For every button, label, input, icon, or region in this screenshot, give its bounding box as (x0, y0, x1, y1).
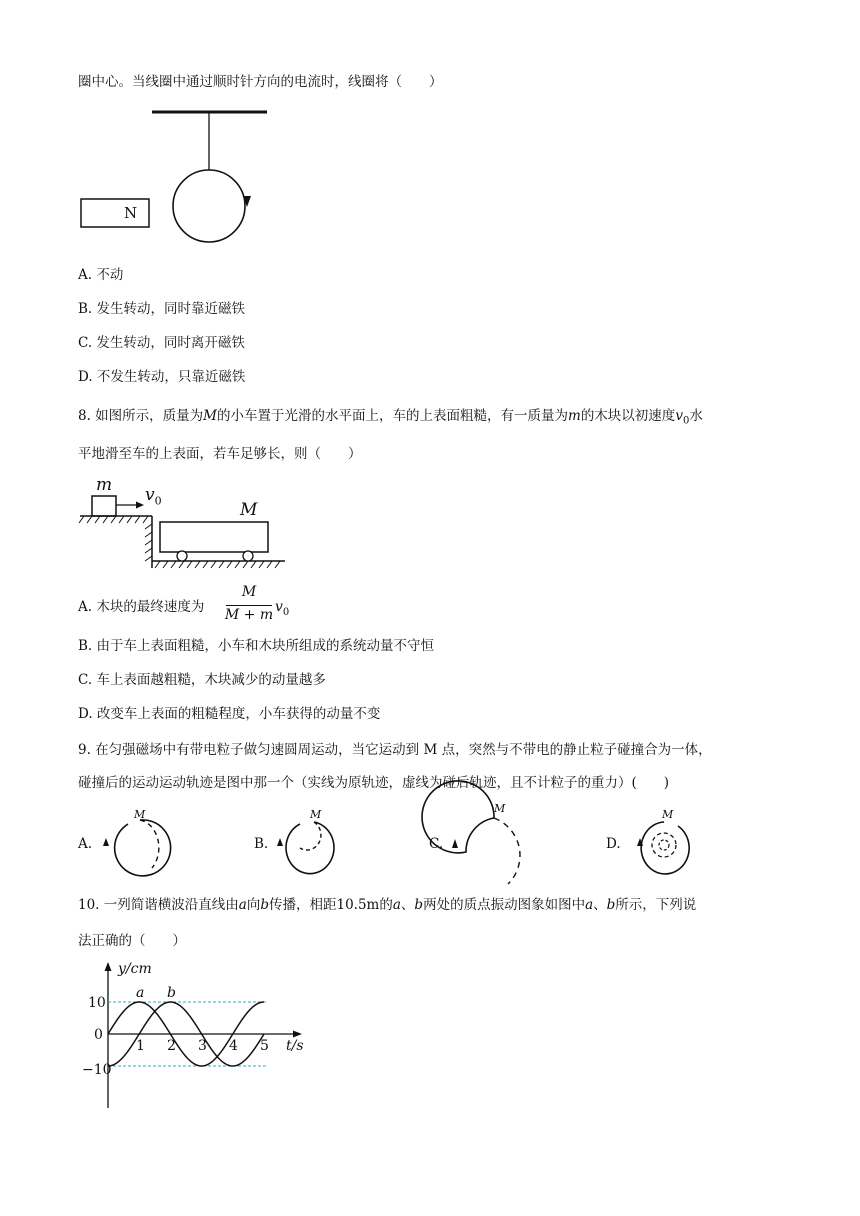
y-axis-arrow-icon (105, 962, 112, 971)
x-tick-2: 2 (167, 1038, 176, 1054)
q7-stem-tail: 圈中心。当线圈中通过顺时针方向的电流时，线圈将（ ） (78, 74, 443, 90)
q8-option-a[interactable]: A. 木块的最终速度为 (78, 599, 205, 615)
q8-line2: 平地滑至车的上表面，若车足够长，则（ ） (78, 446, 362, 462)
series-b-label: b (167, 985, 176, 1001)
q9-line1: 9. 在匀强磁场中有带电粒子做匀速圆周运动，当它运动到 M 点，突然与不带电的静止粒子碰撞合为一体， (78, 742, 712, 758)
y-axis-label: y/cm (118, 961, 152, 977)
fraction-numerator: M (241, 584, 257, 600)
x-tick-5: 5 (260, 1038, 269, 1054)
q10-line2: 法正确的（ ） (78, 933, 186, 949)
x-axis-label: t/s (286, 1038, 304, 1054)
point-m-label: M (494, 802, 506, 815)
magnet-n-label: N (124, 204, 138, 222)
fig-M-label: M (240, 500, 258, 520)
q7-option-d[interactable]: D. 不发生转动，只靠近磁铁 (78, 369, 246, 385)
q7-option-a[interactable]: A. 不动 (78, 267, 124, 283)
y-tick-10: 10 (88, 995, 106, 1011)
y-tick-minus10: −10 (82, 1062, 112, 1078)
q7-option-c[interactable]: C. 发生转动，同时离开磁铁 (78, 335, 245, 351)
x-tick-3: 3 (198, 1038, 207, 1054)
choice-d-label[interactable]: D. (606, 836, 621, 852)
x-tick-4: 4 (229, 1038, 238, 1054)
choice-b-label[interactable]: B. (254, 836, 269, 852)
q8-line1: 8. 如图所示，质量为M的小车置于光滑的水平面上，车的上表面粗糙，有一质量为m的木块以初速度$v_0$水 (78, 408, 703, 427)
q7-option-b[interactable]: B. 发生转动，同时靠近磁铁 (78, 301, 246, 317)
q8-option-d[interactable]: D. 改变车上表面的粗糙程度，小车获得的动量不变 (78, 706, 381, 722)
point-m-label: M (662, 808, 674, 821)
fraction-denominator: M + m (224, 607, 274, 623)
fig-m-label: m (96, 475, 113, 495)
series-a-label: a (136, 985, 145, 1001)
y-tick-0: 0 (94, 1027, 103, 1043)
q10-line1: 10. 一列简谐横波沿直线由a向b传播，相距10.5m的a、b两处的质点振动图象如图中a、b所示，下列说 (78, 897, 697, 913)
q9-line2: 碰撞后的运动运动轨迹是图中那一个（实线为原轨迹，虚线为碰后轨迹，且不计粒子的重力）( ) (78, 775, 670, 791)
point-m-label: M (134, 808, 146, 821)
point-m-label: M (310, 808, 322, 821)
x-tick-1: 1 (136, 1038, 145, 1054)
option-a-velocity: $v_0$ (275, 599, 290, 618)
fig-v0-label: $v_0$ (145, 485, 162, 508)
q8-option-b[interactable]: B. 由于车上表面粗糙，小车和木块所组成的系统动量不守恒 (78, 638, 435, 654)
choice-a-label[interactable]: A. (78, 836, 93, 852)
choice-c-label[interactable]: C. (429, 836, 444, 852)
q8-option-c[interactable]: C. 车上表面越粗糙，木块减少的动量越多 (78, 672, 326, 688)
